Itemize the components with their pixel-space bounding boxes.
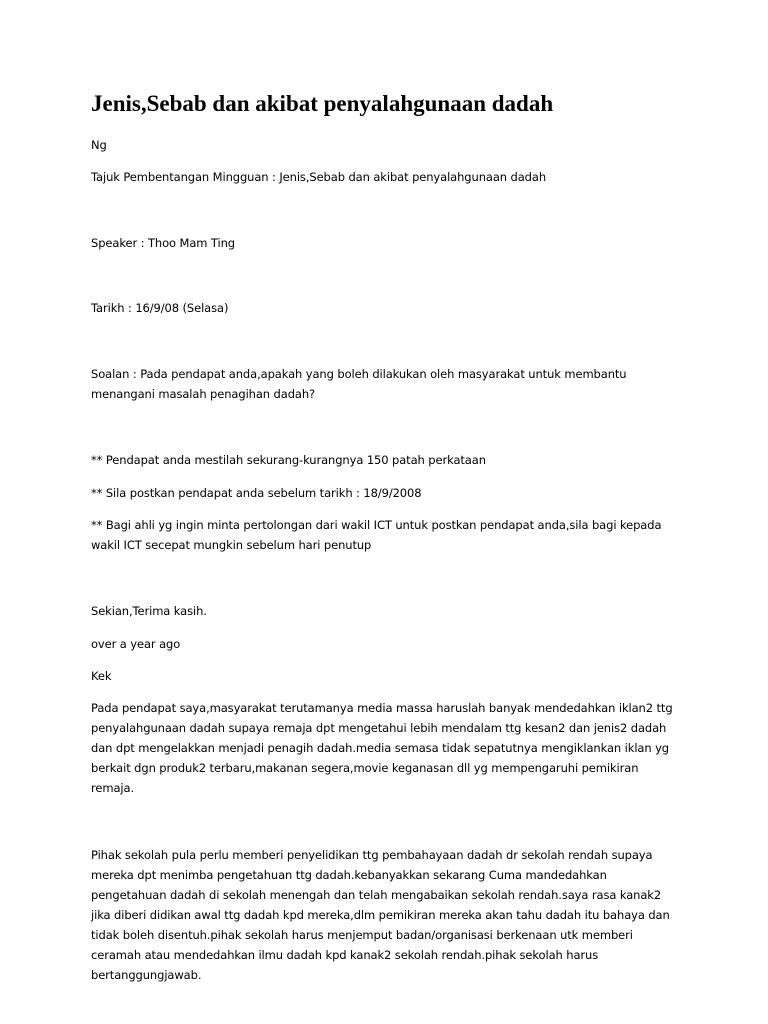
reply-line: bertanggungjawab. xyxy=(91,968,202,982)
question-line: menangani masalah penagihan dadah? xyxy=(91,387,316,401)
reply-paragraph-2 xyxy=(91,845,670,985)
topic-line: Tajuk Pembentangan Mingguan : Jenis,Sebab dan akibat penyalahgunaan dadah xyxy=(91,170,547,184)
reply-line: remaja. xyxy=(91,781,134,795)
question-paragraph xyxy=(91,364,627,404)
reply-line: pengetahuan dadah di sekolah menengah dan telah mengabaikan sekolah rendah.saya rasa kanak2 xyxy=(91,888,662,902)
reply-line: Pihak sekolah pula perlu memberi penyelidikan ttg pembahayaan dadah dr sekolah rendah supaya xyxy=(91,848,653,862)
note-deadline: ** Sila postkan pendapat anda sebelum tarikh : 18/9/2008 xyxy=(91,486,422,500)
question-line: Soalan : Pada pendapat anda,apakah yang boleh dilakukan oleh masyarakat untuk membantu xyxy=(91,367,627,381)
speaker-line: Speaker : Thoo Mam Ting xyxy=(91,236,235,250)
reply-line: jika diberi didikan awal ttg dadah kpd mereka,dlm pemikiran mereka akan tahu dadah itu bahaya dan xyxy=(91,908,670,922)
reply-line: penyalahgunaan dadah supaya remaja dpt mengetahui lebih mendalam ttg kesan2 dan jenis2 dadah xyxy=(91,721,667,735)
reply-line: dan dpt mengelakkan menjadi penagih dadah.media semasa tidak sepatutnya mengiklankan iklan yg xyxy=(91,741,670,755)
reply-paragraph-1 xyxy=(91,698,673,798)
post-timestamp: over a year ago xyxy=(91,637,181,651)
note-line: wakil ICT secepat mungkin sebelum hari penutup xyxy=(91,538,372,552)
closing-line: Sekian,Terima kasih. xyxy=(91,604,207,618)
reply-line: Pada pendapat saya,masyarakat terutamanya media massa haruslah banyak mendedahkan iklan2 ttg xyxy=(91,701,673,715)
document-title: Jenis,Sebab dan akibat penyalahgunaan dadah xyxy=(91,91,554,116)
note-line: ** Bagi ahli yg ingin minta pertolongan dari wakil ICT untuk postkan pendapat anda,sila bagi kepada xyxy=(91,518,662,532)
note-word-count: ** Pendapat anda mestilah sekurang-kurangnya 150 patah perkataan xyxy=(91,453,486,467)
author-name: Ng xyxy=(91,138,107,152)
date-line: Tarikh : 16/9/08 (Selasa) xyxy=(91,301,229,315)
reply-line: tidak boleh disentuh.pihak sekolah harus menjemput badan/organisasi berkenaan utk memberi xyxy=(91,928,633,942)
note-ict-help xyxy=(91,515,661,555)
reply-line: mereka dpt menimba pengetahuan ttg dadah.kebanyakkan sekarang Cuma mandedahkan xyxy=(91,868,607,882)
reply-author: Kek xyxy=(91,669,112,683)
reply-line: berkait dgn produk2 terbaru,makanan segera,movie keganasan dll yg mempengaruhi pemikiran xyxy=(91,761,639,775)
reply-line: ceramah atau mendedahkan ilmu dadah kpd kanak2 sekolah rendah.pihak sekolah harus xyxy=(91,948,599,962)
